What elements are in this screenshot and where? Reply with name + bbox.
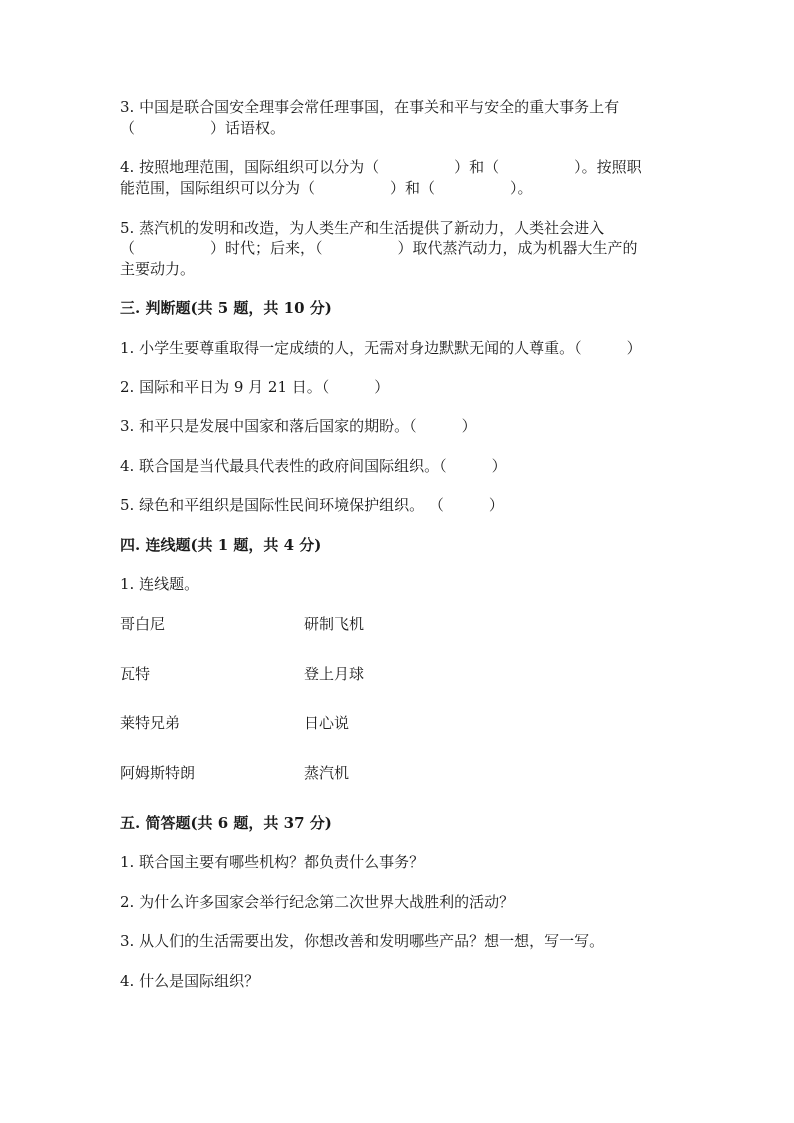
- fill-q4-line1: 4. 按照地理范围，国际组织可以分为（ ）和（ ）。按照职: [120, 158, 642, 176]
- matching-right-1: 研制飞机: [304, 615, 365, 633]
- matching-left-1: 哥白尼: [120, 615, 166, 633]
- fill-q3-line2: （ ）话语权。: [120, 119, 286, 137]
- matching-left-4: 阿姆斯特朗: [120, 764, 196, 782]
- short-answer-item-4: 4. 什么是国际组织？: [120, 972, 260, 990]
- short-answer-item-2: 2. 为什么许多国家会举行纪念第二次世界大战胜利的活动？: [120, 893, 515, 911]
- fill-q5-line2: （ ）时代；后来，（ ）取代蒸汽动力，成为机器大生产的: [120, 239, 638, 257]
- judgement-item-5: 5. 绿色和平组织是国际性民间环境保护组织。 （ ）: [120, 496, 504, 514]
- section-title-matching: 四. 连线题(共 1 题，共 4 分): [120, 536, 322, 554]
- matching-right-4: 蒸汽机: [304, 764, 350, 782]
- judgement-item-3: 3. 和平只是发展中国家和落后国家的期盼。（ ）: [120, 417, 477, 435]
- matching-right-3: 日心说: [304, 714, 350, 732]
- fill-q3-line1: 3. 中国是联合国安全理事会常任理事国，在事关和平与安全的重大事务上有: [120, 98, 620, 116]
- judgement-item-4: 4. 联合国是当代最具代表性的政府间国际组织。（ ）: [120, 457, 507, 475]
- judgement-item-2: 2. 国际和平日为 9 月 21 日。（ ）: [120, 378, 390, 396]
- short-answer-item-1: 1. 联合国主要有哪些机构？都负责什么事务？: [120, 853, 425, 871]
- fill-q5-line1: 5. 蒸汽机的发明和改造，为人类生产和生活提供了新动力，人类社会进入: [120, 219, 605, 237]
- section-title-short-answer: 五. 简答题(共 6 题，共 37 分): [120, 814, 332, 832]
- short-answer-item-3: 3. 从人们的生活需要出发，你想改善和发明哪些产品？想一想，写一写。: [120, 932, 605, 950]
- section-title-judgement: 三. 判断题(共 5 题，共 10 分): [120, 299, 332, 317]
- fill-q5-line3: 主要动力。: [120, 260, 196, 278]
- matching-left-2: 瓦特: [120, 665, 151, 683]
- judgement-item-1: 1. 小学生要尊重取得一定成绩的人，无需对身边默默无闻的人尊重。（ ）: [120, 339, 642, 357]
- matching-left-3: 莱特兄弟: [120, 714, 181, 732]
- matching-question: 1. 连线题。: [120, 575, 200, 593]
- fill-q4-line2: 能范围，国际组织可以分为（ ）和（ ）。: [120, 179, 533, 197]
- matching-right-2: 登上月球: [304, 665, 365, 683]
